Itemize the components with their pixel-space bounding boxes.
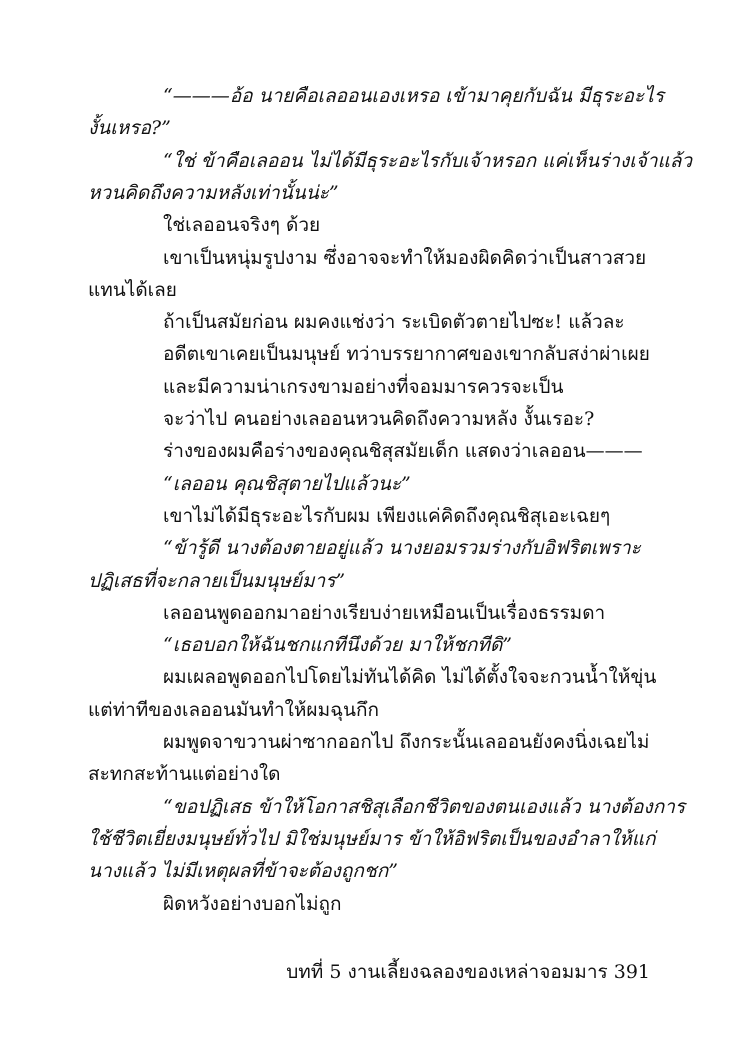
text-line: “ข้ารู้ดี นางต้องตายอยู่แล้ว นางยอมรวมร่างกับอิฟริตเพราะ (163, 537, 641, 560)
text-line: ปฏิเสธที่จะกลายเป็นมนุษย์มาร” (88, 569, 346, 592)
text-line: ผมพูดจาขวานผ่าซากออกไป ถึงกระนั้นเลออนยังคงนิ่งเฉยไม่ (163, 731, 650, 753)
text-line: สะทกสะท้านแต่อย่างใด (88, 763, 281, 786)
text-line: ผมเผลอพูดออกไปโดยไม่ทันได้คิด ไม่ได้ตั้งใจจะกวนน้ำให้ขุ่น (163, 666, 657, 689)
text-line: “ขอปฏิเสธ ข้าให้โอกาสชิสุเลือกชีวิตของตนเองแล้ว นางต้องการ (163, 795, 686, 818)
text-line: แต่ท่าทีของเลออนมันทำให้ผมฉุนกึก (88, 698, 380, 721)
text-line: เขาไม่ได้มีธุระอะไรกับผม เพียงแค่คิดถึงคุณชิสุเอะเฉยๆ (163, 504, 611, 527)
text-line: ใช่เลออนจริงๆ ด้วย (163, 214, 321, 237)
text-line: ร่างของผมคือร่างของคุณชิสุสมัยเด็ก แสดงว่าเลออน——— (163, 440, 643, 463)
text-line: “ใช่ ข้าคือเลออน ไม่ได้มีธุระอะไรกับเจ้าหรอก แค่เห็นร่างเจ้าแล้ว (163, 149, 693, 172)
text-line: แทนได้เลย (88, 278, 177, 301)
text-line: “เลออน คุณชิสุตายไปแล้วนะ” (163, 472, 411, 495)
text-line: “———อ้อ นายคือเลออนเองเหรอ เข้ามาคุยกับฉัน มีธุระอะไร (163, 85, 664, 107)
text-line: จะว่าไป คนอย่างเลออนหวนคิดถึงความหลัง งั้นเรอะ? (163, 408, 595, 430)
text-line: งั้นเหรอ?” (88, 117, 171, 140)
text-line: และมีความน่าเกรงขามอย่างที่จอมมารควรจะเป็น (163, 375, 564, 398)
text-line: “เธอบอกให้ฉันชกแกทีนึงด้วย มาให้ชกทีดิ” (163, 634, 513, 657)
text-line: หวนคิดถึงความหลังเท่านั้นน่ะ” (88, 181, 339, 204)
running-footer: บทที่ 5 งานเลี้ยงฉลองของเหล่าจอมมาร 391 (286, 961, 650, 983)
text-line: อดีตเขาเคยเป็นมนุษย์ ทว่าบรรยากาศของเขากลับสง่าผ่าเผย (163, 343, 650, 366)
text-line: ถ้าเป็นสมัยก่อน ผมคงแช่งว่า ระเบิดตัวตายไปซะ! แล้วละ (163, 311, 625, 334)
text-line: นางแล้ว ไม่มีเหตุผลที่ข้าจะต้องถูกชก” (88, 860, 398, 883)
text-line: ผิดหวังอย่างบอกไม่ถูก (163, 892, 342, 915)
text-line: ใช้ชีวิตเยี่ยงมนุษย์ทั่วไป มิใช่มนุษย์มาร ข้าให้อิฟริตเป็นของอำลาให้แก่ (88, 827, 656, 850)
text-line: เลออนพูดออกมาอย่างเรียบง่ายเหมือนเป็นเรื่องธรรมดา (163, 601, 606, 624)
text-line: เขาเป็นหนุ่มรูปงาม ซึ่งอาจจะทำให้มองผิดคิดว่าเป็นสาวสวย (163, 246, 647, 269)
